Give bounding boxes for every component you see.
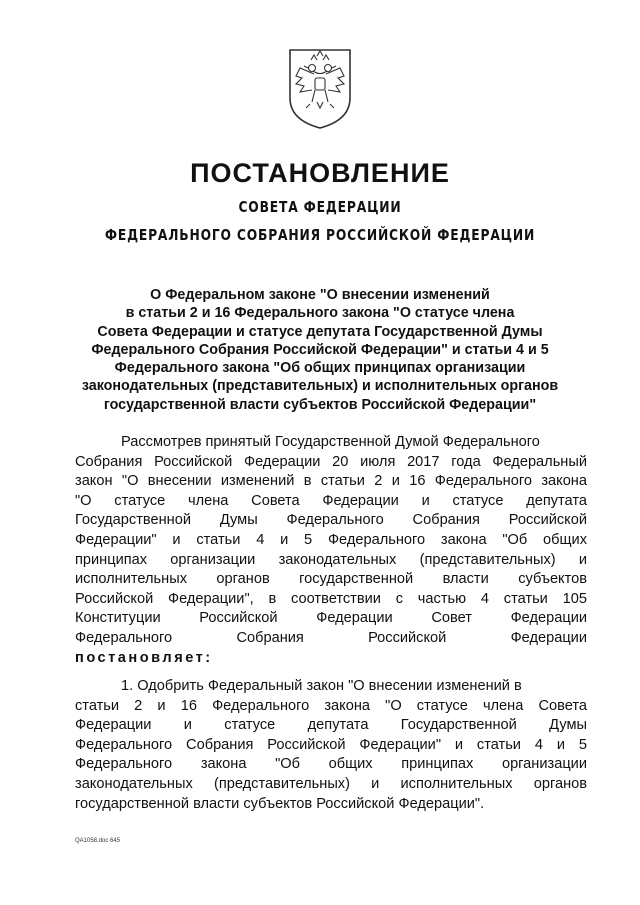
heading-line: О Федеральном законе "О внесении изменений: [150, 287, 490, 303]
body-line: Федерального закона "Об общих принципах организации: [75, 756, 587, 773]
heading-line: Федерального Собрания Российской Федерации" и статьи 4 и 5: [91, 341, 549, 358]
body-line: исполнительных органов государственной власти субъектов: [75, 571, 587, 588]
body-line: Федерального Собрания Российской Федерации: [75, 629, 587, 646]
body-line: 1. Одобрить Федеральный закон "О внесении изменений в: [121, 678, 522, 694]
document-heading: [60, 286, 580, 414]
document-title: ПОСТАНОВЛЕНИЕ: [190, 158, 450, 188]
body-line: Федерального Собрания Российской Федерации" и статьи 4 и 5: [75, 736, 587, 753]
body-line: закон "О внесении изменений в статьи 2 и 16 Федерального закона: [75, 473, 587, 490]
body-line: государственной власти субъектов Российской Федерации".: [75, 795, 485, 812]
body-line: Российской Федерации", в соответствии с частью 4 статьи 105: [75, 590, 587, 607]
paragraph-preamble: [75, 433, 587, 668]
double-headed-eagle-icon: [284, 46, 356, 130]
body-line: статьи 2 и 16 Федерального закона "О статусе члена Совета: [75, 697, 587, 714]
body-line: принципах организации законодательных (представительных) и: [75, 551, 587, 568]
body-line: Государственной Думы Федерального Собрания Российской: [75, 512, 587, 529]
body-line: Конституции Российской Федерации Совет Федерации: [75, 610, 587, 627]
issuer-line-2: ФЕДЕРАЛЬНОГО СОБРАНИЯ РОССИЙСКОЙ ФЕДЕРАЦИИ: [104, 226, 536, 244]
heading-line: законодательных (представительных) и исполнительных органов: [81, 378, 559, 395]
heading-line: государственной власти субъектов Российской Федерации": [103, 396, 537, 413]
body-line: Федерации и статусе депутата Государственной Думы: [75, 717, 587, 734]
body-line: Федерации" и статьи 4 и 5 Федерального закона "Об общих: [75, 531, 587, 548]
document-code: QA1058.doc 645: [75, 838, 121, 844]
decree-word: постановляет:: [75, 649, 213, 666]
issuer-line-1: СОВЕТА ФЕДЕРАЦИИ: [238, 198, 402, 216]
body-line: Рассмотрев принятый Государственной Думой Федерального: [121, 434, 540, 450]
heading-line: Совета Федерации и статусе депутата Государственной Думы: [97, 323, 543, 340]
heading-line: Федерального закона "Об общих принципах организации: [114, 360, 526, 377]
body-line: законодательных (представительных) и исполнительных органов: [75, 775, 587, 792]
body-line: Собрания Российской Федерации 20 июля 2017 года Федеральный: [75, 453, 587, 470]
heading-line: в статьи 2 и 16 Федерального закона "О статусе члена: [125, 305, 515, 322]
body-line: "О статусе члена Совета Федерации и статусе депутата: [75, 492, 587, 509]
paragraph-point-1: [75, 677, 587, 814]
